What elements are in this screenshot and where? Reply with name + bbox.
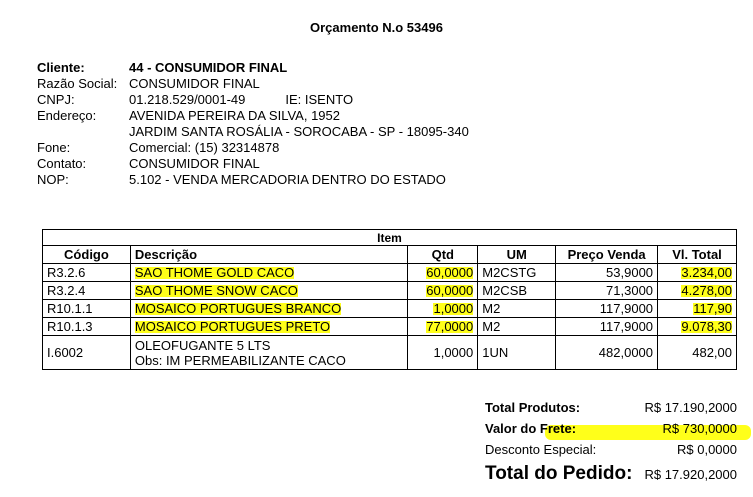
document-title: Orçamento N.o 53496 <box>310 20 443 35</box>
table-row <box>43 282 737 300</box>
total-pedido-value: R$ 17.920,2000 <box>644 467 737 482</box>
table-row <box>43 336 737 370</box>
cell-total <box>658 300 737 318</box>
cell-codigo: R10.1.1 <box>43 300 131 318</box>
table-row <box>43 300 737 318</box>
razao-label: Razão Social: <box>37 76 118 91</box>
cell-um: M2 <box>478 300 556 318</box>
cell-descricao <box>130 282 407 300</box>
fone-row <box>37 140 469 156</box>
table-header-row <box>43 246 737 264</box>
cell-codigo: R3.2.4 <box>43 282 131 300</box>
cell-total <box>658 282 737 300</box>
cell-um: M2CSTG <box>478 264 556 282</box>
endereco-spacer <box>37 124 129 140</box>
endereco-row-2 <box>37 124 469 140</box>
cell-descricao-text: OLEOFUGANTE 5 LTS <box>134 337 271 353</box>
cell-codigo: I.6002 <box>43 336 131 370</box>
endereco-line1: AVENIDA PEREIRA DA SILVA, 1952 <box>129 108 340 123</box>
cell-total <box>658 318 737 336</box>
cell-obs-text: Obs: IM PERMEABILIZANTE CACO <box>134 352 346 368</box>
valor-frete-value: R$ 730,0000 <box>662 421 737 436</box>
desconto-row <box>485 442 737 463</box>
total-produtos-row <box>485 400 737 421</box>
cliente-row <box>37 60 469 76</box>
total-produtos-label: Total Produtos: <box>485 400 581 415</box>
cell-qtd-text: 60,0000 <box>426 283 474 298</box>
cell-preco: 117,9000 <box>556 300 658 318</box>
cell-codigo: R3.2.6 <box>43 264 131 282</box>
cell-preco: 482,0000 <box>556 336 658 370</box>
cell-total-text: 9.078,30 <box>681 319 732 334</box>
total-pedido-label: Total do Pedido: <box>485 463 633 484</box>
cell-total <box>658 264 737 282</box>
nop-row <box>37 172 469 188</box>
cell-descricao-text: MOSAICO PORTUGUES PRETO <box>134 319 331 334</box>
cell-um: M2CSB <box>478 282 556 300</box>
col-header-preco: Preço Venda <box>556 246 658 264</box>
cell-descricao <box>130 336 407 370</box>
ie-value: IE: ISENTO <box>285 92 354 107</box>
cell-total: 482,00 <box>658 336 737 370</box>
cell-qtd <box>408 300 478 318</box>
client-info <box>37 60 469 188</box>
cell-descricao-text: SAO THOME SNOW CACO <box>134 283 298 298</box>
cell-um: 1UN <box>478 336 556 370</box>
cell-qtd: 1,0000 <box>408 336 478 370</box>
valor-frete-row <box>485 421 737 442</box>
desconto-value: R$ 0,0000 <box>677 442 737 457</box>
cnpj-value: 01.218.529/0001-49 <box>129 92 246 107</box>
cell-descricao-text: MOSAICO PORTUGUES BRANCO <box>134 301 342 316</box>
razao-row <box>37 76 469 92</box>
cell-codigo: R10.1.3 <box>43 318 131 336</box>
col-header-total: Vl. Total <box>658 246 737 264</box>
cell-um: M2 <box>478 318 556 336</box>
col-header-descricao: Descrição <box>130 246 407 264</box>
cnpj-label: CNPJ: <box>37 92 75 107</box>
col-header-codigo: Código <box>43 246 131 264</box>
cell-preco: 71,3000 <box>556 282 658 300</box>
cliente-value: 44 - CONSUMIDOR FINAL <box>129 60 288 75</box>
cell-qtd-text: 77,0000 <box>426 319 474 334</box>
cell-descricao <box>130 318 407 336</box>
cliente-label: Cliente: <box>37 60 85 75</box>
endereco-line2: JARDIM SANTA ROSÁLIA - SOROCABA - SP - 18095-340 <box>129 124 469 139</box>
cell-qtd <box>408 318 478 336</box>
total-pedido-row <box>485 463 737 491</box>
endereco-row <box>37 108 469 124</box>
table-group-header <box>43 230 737 246</box>
desconto-label: Desconto Especial: <box>485 442 597 457</box>
table-row <box>43 264 737 282</box>
contato-value: CONSUMIDOR FINAL <box>129 156 260 171</box>
endereco-label: Endereço: <box>37 108 97 123</box>
cell-descricao <box>130 264 407 282</box>
cell-qtd-text: 1,0000 <box>433 301 474 316</box>
cell-descricao-text: SAO THOME GOLD CACO <box>134 265 295 280</box>
contato-row <box>37 156 469 172</box>
cnpj-row <box>37 92 469 108</box>
items-table <box>42 229 737 370</box>
col-header-um: UM <box>478 246 556 264</box>
cell-total-text: 3.234,00 <box>681 265 732 280</box>
cell-preco: 117,9000 <box>556 318 658 336</box>
cell-preco: 53,9000 <box>556 264 658 282</box>
contato-label: Contato: <box>37 156 87 171</box>
col-header-qtd: Qtd <box>408 246 478 264</box>
nop-value: 5.102 - VENDA MERCADORIA DENTRO DO ESTADO <box>129 172 446 187</box>
valor-frete-label: Valor do Frete: <box>485 421 577 436</box>
cell-qtd <box>408 282 478 300</box>
fone-label: Fone: <box>37 140 71 155</box>
razao-value: CONSUMIDOR FINAL <box>129 76 260 91</box>
cell-descricao <box>130 300 407 318</box>
fone-value: Comercial: (15) 32314878 <box>129 140 280 155</box>
cell-qtd <box>408 264 478 282</box>
cell-total-text: 117,90 <box>693 301 732 316</box>
item-group-label: Item <box>43 230 737 246</box>
nop-label: NOP: <box>37 172 69 187</box>
total-produtos-value: R$ 17.190,2000 <box>644 400 737 415</box>
cell-total-text: 4.278,00 <box>681 283 732 298</box>
cell-qtd-text: 60,0000 <box>426 265 474 280</box>
totals-block <box>485 400 737 491</box>
table-row <box>43 318 737 336</box>
